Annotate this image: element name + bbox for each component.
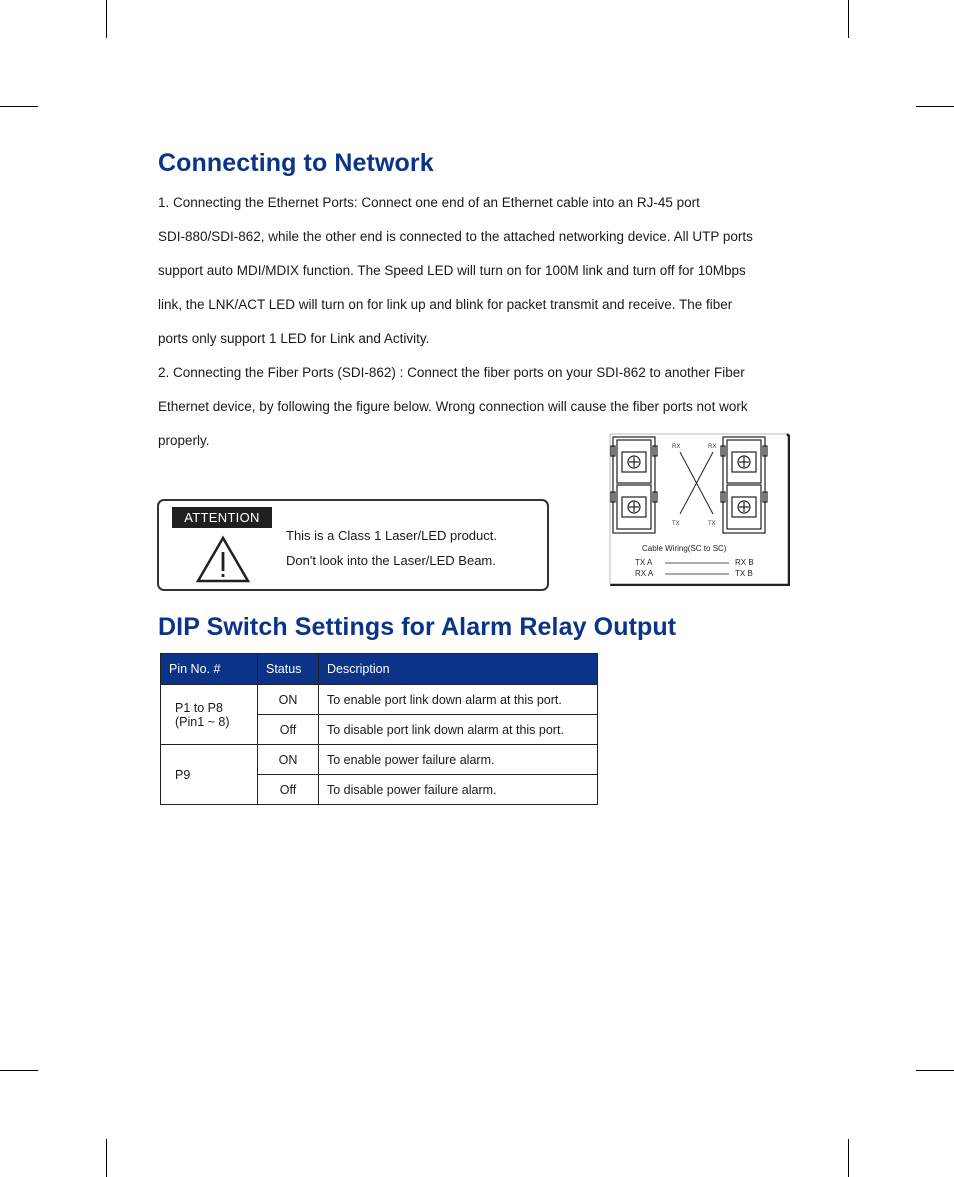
fiber-wiring-diagram xyxy=(608,432,790,586)
description-cell: To disable port link down alarm at this port. xyxy=(319,715,598,745)
left-sc-connector xyxy=(611,437,657,533)
tx-left-label: TX xyxy=(672,521,680,527)
status-cell: ON xyxy=(258,745,319,775)
crop-mark xyxy=(106,1139,107,1177)
table-header-row xyxy=(161,654,598,685)
paragraph-line: SDI-880/SDI-862, while the other end is connected to the attached networking device. All UTP ports xyxy=(158,229,753,244)
paragraph-line: Ethernet device, by following the figure below. Wrong connection will cause the fiber ports not work xyxy=(158,399,748,414)
section-title-connecting: Connecting to Network xyxy=(158,149,434,177)
paragraph-line: properly. xyxy=(158,433,210,448)
crop-mark xyxy=(848,1139,849,1177)
rx-right-label: RX xyxy=(708,444,717,450)
header-description: Description xyxy=(319,654,598,685)
tx-right-label: TX xyxy=(708,521,716,527)
header-pin: Pin No. # xyxy=(161,654,258,685)
rx-a-label: RX A xyxy=(635,569,654,578)
crop-mark xyxy=(916,1070,954,1071)
pin-label: P1 to P8 xyxy=(175,700,223,715)
status-cell: Off xyxy=(258,775,319,805)
description-cell: To enable port link down alarm at this port. xyxy=(319,685,598,715)
cable-wiring-caption: Cable Wiring(SC to SC) xyxy=(642,544,727,553)
warning-triangle-icon xyxy=(196,535,250,583)
paragraph-line: link, the LNK/ACT LED will turn on for link up and blink for packet transmit and receive. The fiber xyxy=(158,297,733,312)
pin-label: P9 xyxy=(175,767,191,782)
description-cell: To disable power failure alarm. xyxy=(319,775,598,805)
table-row xyxy=(161,745,598,775)
status-cell: Off xyxy=(258,715,319,745)
attention-text-line1: This is a Class 1 Laser/LED product. xyxy=(286,528,497,543)
section-title-dip-switch: DIP Switch Settings for Alarm Relay Output xyxy=(158,613,677,641)
crop-mark xyxy=(848,0,849,38)
tx-b-label: TX B xyxy=(735,569,753,578)
attention-tag: ATTENTION xyxy=(172,507,272,528)
crop-mark xyxy=(916,106,954,107)
header-status: Status xyxy=(258,654,319,685)
pin-range: (Pin1 ~ 8) xyxy=(175,714,230,729)
tx-a-label: TX A xyxy=(635,558,653,567)
paragraph-line: ports only support 1 LED for Link and Activity. xyxy=(158,331,430,346)
right-sc-connector xyxy=(721,437,767,533)
crop-mark xyxy=(0,106,38,107)
paragraph-line: support auto MDI/MDIX function. The Speed LED will turn on for 100M link and turn off for 10Mbps xyxy=(158,263,746,278)
attention-text-line2: Don't look into the Laser/LED Beam. xyxy=(286,553,496,568)
table-row xyxy=(161,685,598,715)
crop-mark xyxy=(0,1070,38,1071)
rx-b-label: RX B xyxy=(735,558,754,567)
description-cell: To enable power failure alarm. xyxy=(319,745,598,775)
dip-switch-table xyxy=(160,653,598,805)
rx-left-label: RX xyxy=(672,444,681,450)
pin-cell xyxy=(161,685,258,745)
paragraph-line: 1. Connecting the Ethernet Ports: Connect one end of an Ethernet cable into an RJ-45 port xyxy=(158,195,700,210)
status-cell: ON xyxy=(258,685,319,715)
pin-cell xyxy=(161,745,258,805)
crop-mark xyxy=(106,0,107,38)
paragraph-line: 2. Connecting the Fiber Ports (SDI-862) : Connect the fiber ports on your SDI-862 to another Fiber xyxy=(158,365,745,380)
